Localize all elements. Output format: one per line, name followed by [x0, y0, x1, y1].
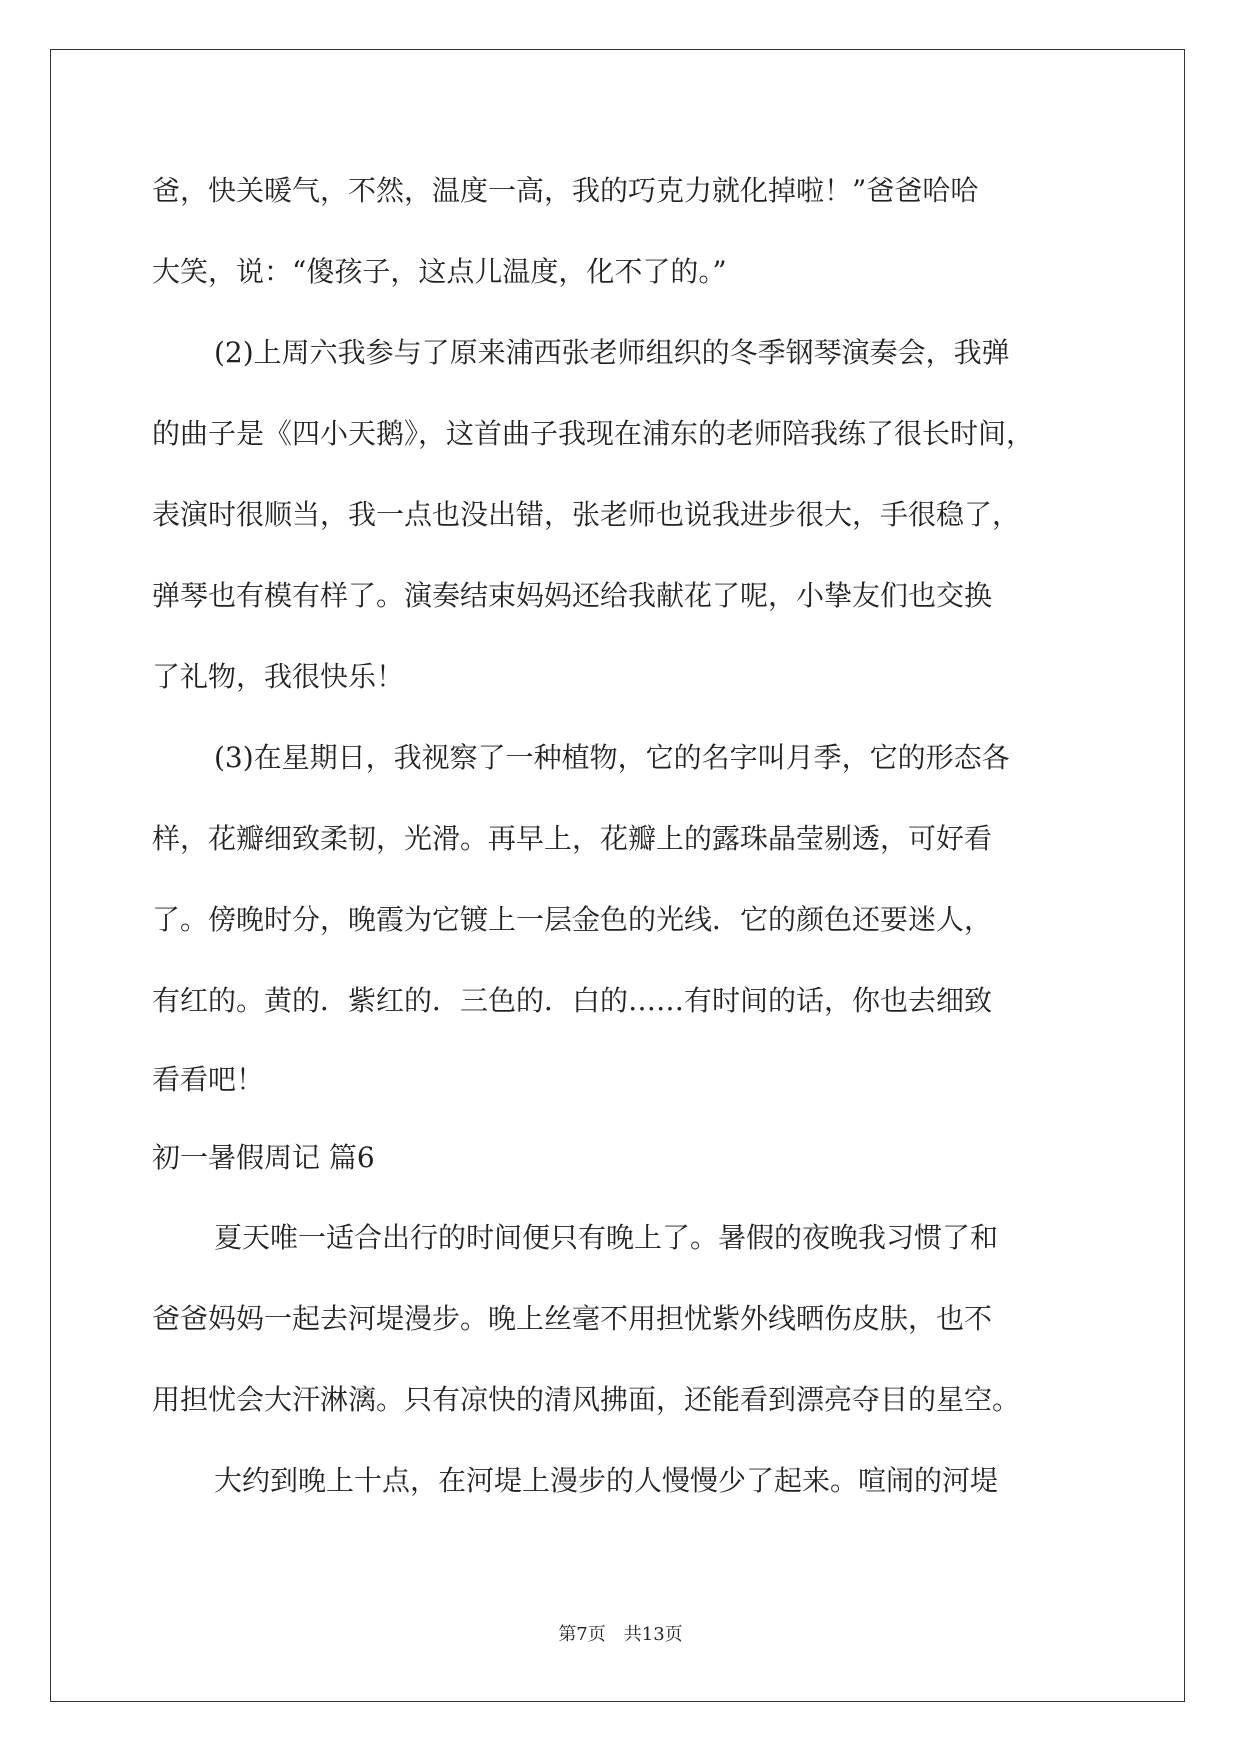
document-body [152, 150, 1092, 1521]
text-line: (2)上周六我参与了原来浦西张老师组织的冬季钢琴演奏会，我弹 [214, 336, 1010, 369]
text-line: 用担忧会大汗淋漓。只有凉快的清风拂面，还能看到漂亮夺目的星空。 [152, 1383, 1021, 1416]
text-line: 了。傍晚时分，晚霞为它镀上一层金色的光线．它的颜色还要迷人， [152, 903, 993, 936]
text-line: (3)在星期日，我视察了一种植物，它的名字叫月季，它的形态各 [214, 741, 1010, 774]
text-line: 大约到晚上十点，在河堤上漫步的人慢慢少了起来。喧闹的河堤 [214, 1464, 999, 1497]
section-heading: 初一暑假周记 篇6 [152, 1141, 375, 1174]
text-line: 样，花瓣细致柔韧，光滑。再早上，花瓣上的露珠晶莹剔透，可好看 [152, 822, 993, 855]
text-line: 爸爸妈妈一起去河堤漫步。晚上丝毫不用担忧紫外线晒伤皮肤，也不 [152, 1302, 993, 1335]
page-number-footer: 第7页 共13页 [558, 1624, 683, 1645]
text-line: 了礼物，我很快乐！ [152, 660, 405, 693]
text-line: 的曲子是《四小天鹅》，这首曲子我现在浦东的老师陪我练了很长时间， [152, 417, 1035, 450]
text-line: 有红的。黄的．紫红的．三色的．白的……有时间的话，你也去细致 [152, 984, 993, 1017]
text-line: 表演时很顺当，我一点也没出错，张老师也说我进步很大，手很稳了， [152, 498, 1021, 531]
text-line: 看看吧！ [152, 1063, 265, 1096]
text-line: 爸，快关暖气，不然，温度一高，我的巧克力就化掉啦！”爸爸哈哈 [152, 174, 979, 207]
text-line: 大笑，说：“傻孩子，这点儿温度，化不了的。” [152, 255, 727, 288]
text-line: 夏天唯一适合出行的时间便只有晚上了。暑假的夜晚我习惯了和 [214, 1221, 999, 1254]
text-line: 弹琴也有模有样了。演奏结束妈妈还给我献花了呢，小挚友们也交换 [152, 579, 993, 612]
